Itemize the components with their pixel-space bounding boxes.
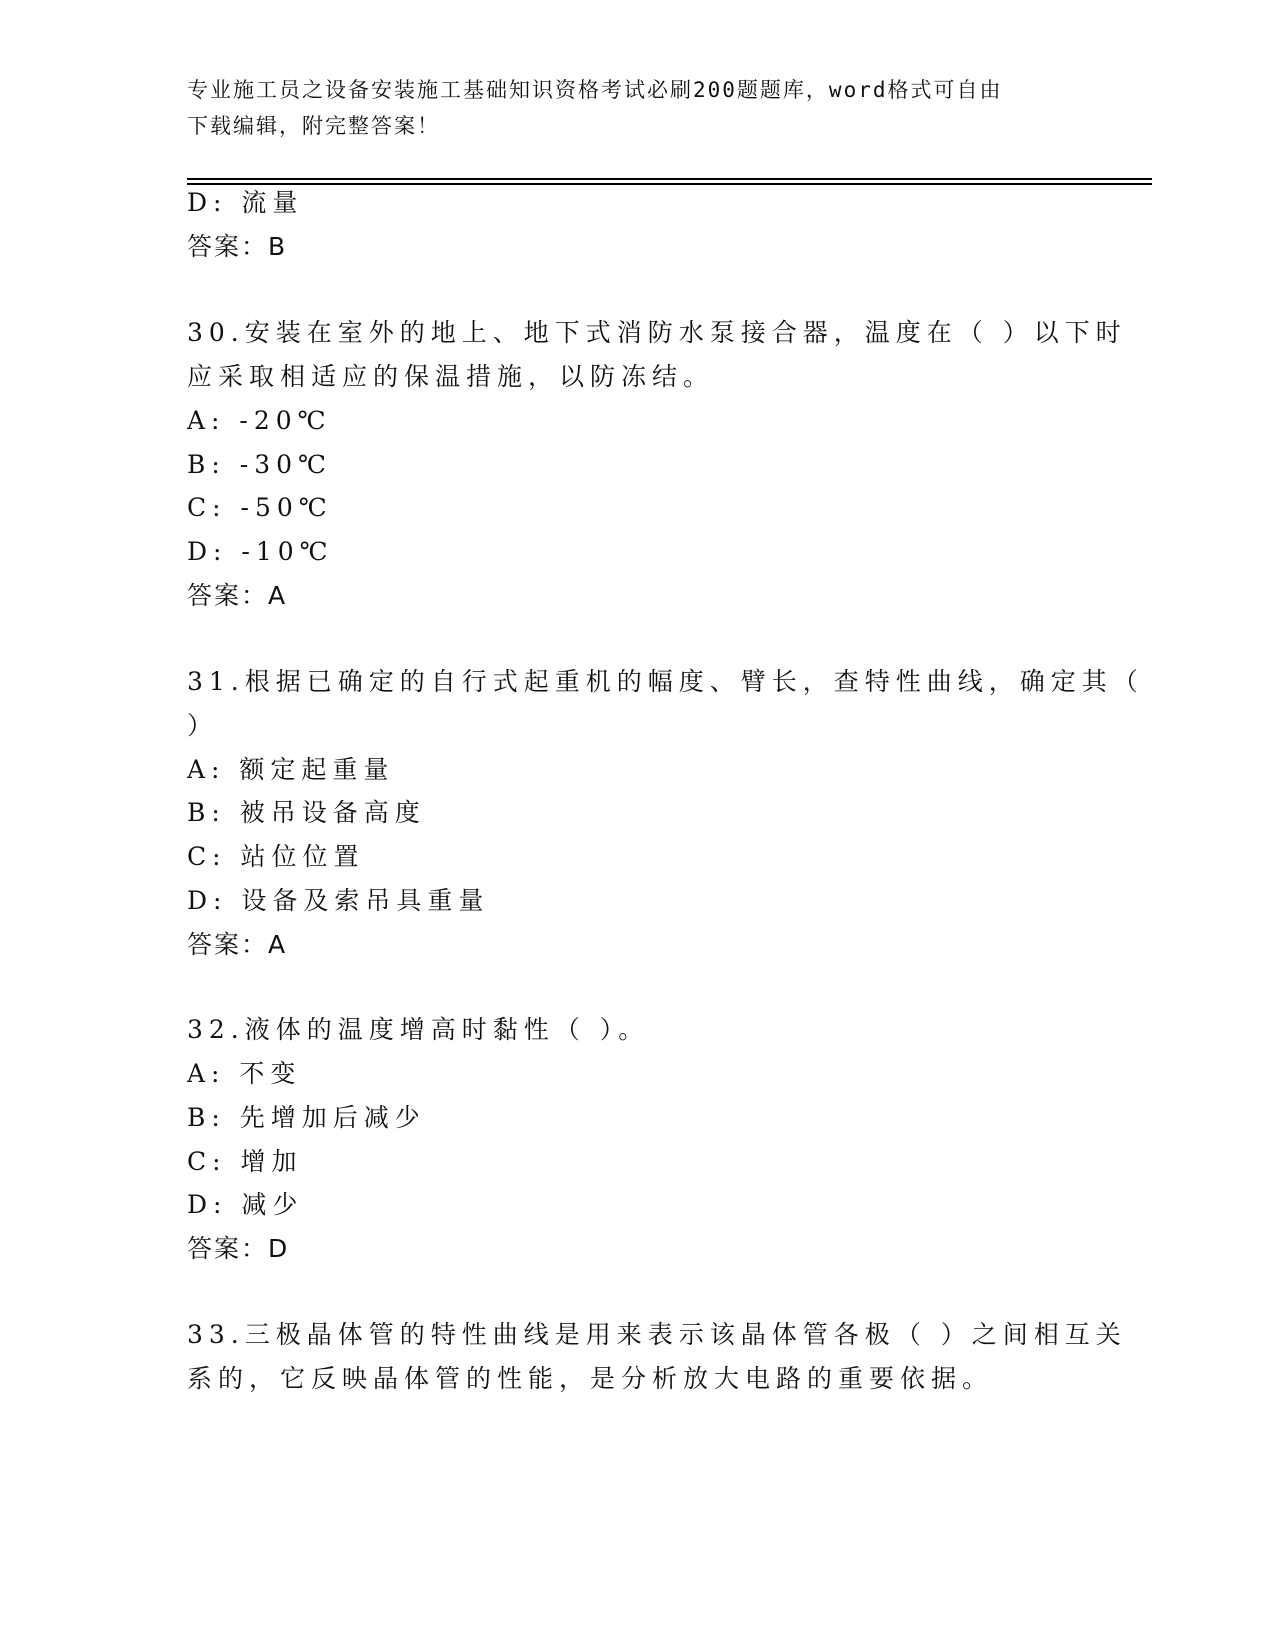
q30-option-c: C: -50℃ [187,493,333,522]
q32-option-a: A: 不变 [187,1059,302,1088]
q31-option-d: D: 设备及索吊具重量 [187,886,490,915]
q29-option-d: D: 流量 [187,188,304,217]
q30-option-a: A: -20℃ [187,406,332,435]
q33-stem-line-1: 33.三极晶体管的特性曲线是用来表示该晶体管各极（ ）之间相互关 [187,1320,1127,1349]
q32-answer: 答案：D [187,1234,290,1263]
document-title [187,72,1087,144]
document-title-line-1: 专业施工员之设备安装施工基础知识资格考试必刷200题题库，word格式可自由 [187,78,1003,102]
q29-answer: 答案：B [187,232,288,261]
q32-stem-line-1: 32.液体的温度增高时黏性（ ）。 [187,1015,650,1044]
q31-answer: 答案：A [187,930,288,959]
document-title-line-2: 下载编辑，附完整答案！ [187,114,440,138]
q31-stem-line-2: ） [187,711,219,740]
q31-option-a: A: 额定起重量 [187,755,395,784]
header-divider-top [187,178,1152,180]
q32-option-d: D: 减少 [187,1190,304,1219]
q33-stem-line-2: 系的，它反映晶体管的性能，是分析放大电路的重要依据。 [187,1364,994,1393]
q30-stem-line-1: 30.安装在室外的地上、地下式消防水泵接合器，温度在（ ）以下时 [187,318,1127,347]
q31-option-c: C: 站位位置 [187,842,365,871]
q30-answer: 答案：A [187,581,288,610]
header-divider-bottom [187,183,1152,185]
q30-option-b: B: -30℃ [187,450,332,479]
q32-option-c: C: 增加 [187,1147,303,1176]
q31-stem-line-1: 31.根据已确定的自行式起重机的幅度、臂长，查特性曲线，确定其（ [187,667,1144,696]
q31-option-b: B: 被吊设备高度 [187,798,426,827]
q30-stem-line-2: 应采取相适应的保温措施，以防冻结。 [187,362,715,391]
q32-option-b: B: 先增加后减少 [187,1103,426,1132]
q30-option-d: D: -10℃ [187,537,334,566]
